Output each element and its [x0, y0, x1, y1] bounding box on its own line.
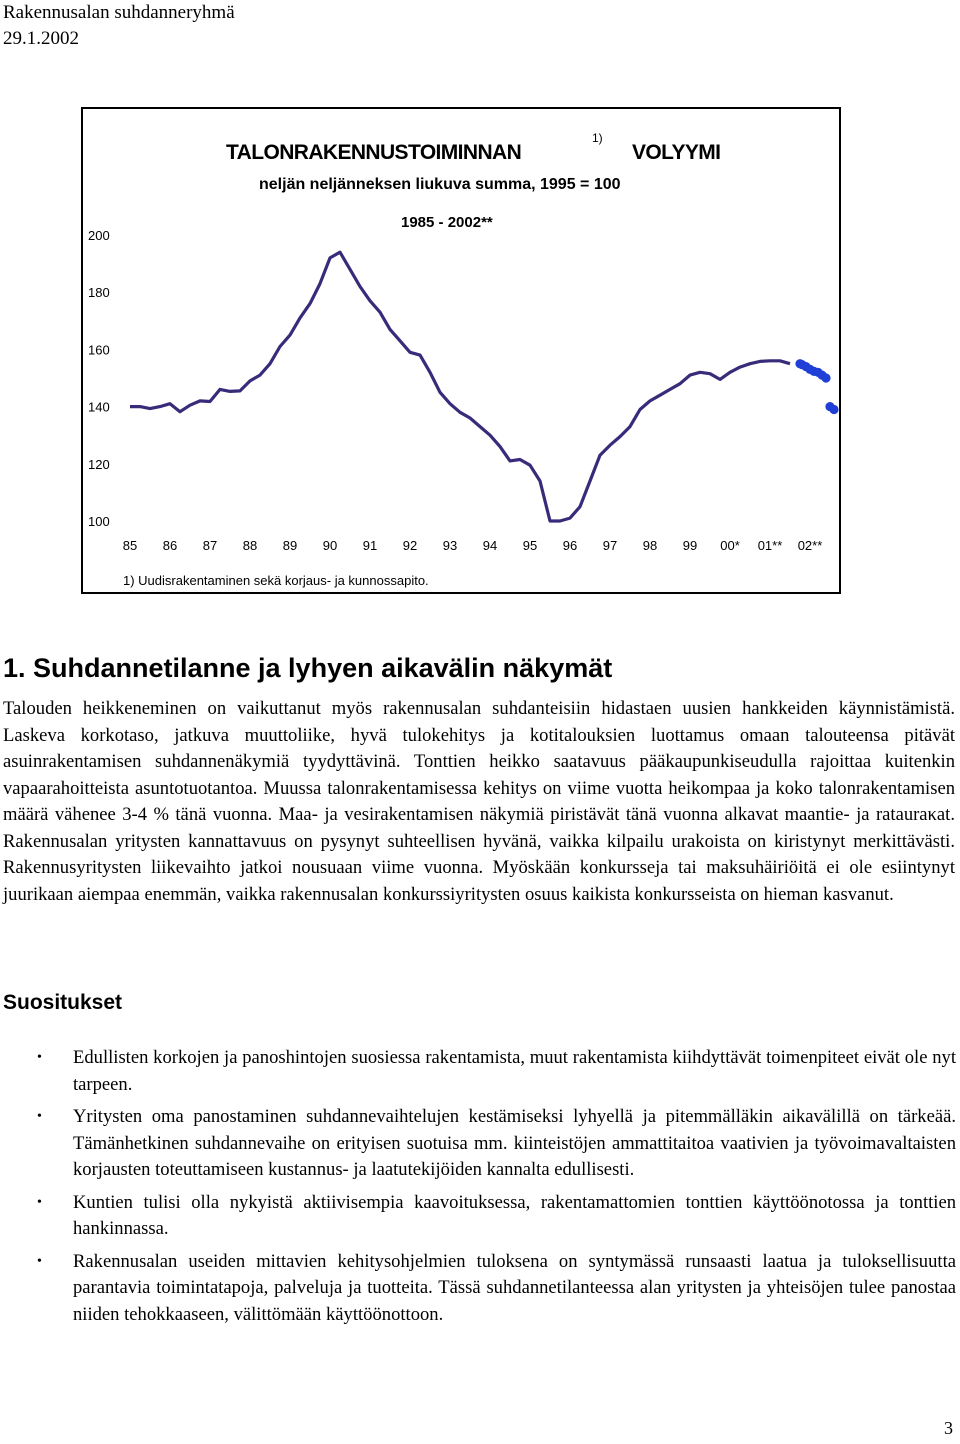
chart-title: TALONRAKENNUSTOIMINNAN [226, 141, 522, 164]
y-tick-label: 160 [88, 342, 110, 358]
x-tick-label: 95 [522, 538, 538, 553]
x-tick-label: 97 [602, 538, 618, 553]
chart-subtitle: neljän neljänneksen liukuva summa, 1995 = 100 [259, 176, 621, 193]
recommendation-item [0, 1249, 956, 1329]
x-tick-label: 88 [242, 538, 258, 553]
x-tick-label: 98 [642, 538, 658, 553]
recommendation-item [0, 1190, 956, 1243]
series-line-actual [130, 252, 790, 521]
recommendations-list [0, 1045, 956, 1334]
y-tick-label: 200 [88, 228, 110, 243]
organization-name: Rakennusalan suhdanneryhmä [3, 2, 235, 23]
volume-chart [83, 109, 839, 592]
section-paragraph: Talouden heikkeneminen on vaikuttanut myös rakennusalan suhdanteisiin hidastaen uusien hankkeiden käynnistämistä. Laskeva korkotaso, jatkuva muuttoliike, hyvä tulokehitys ja kotitalouksien luottamus omaan talouteensa pitävät asuinrakentamisen suhdannenäkymiä tyydyttävinä. Tonttien heikko saatavuus pääkaupunkiseudulla rajoittaa kuitenkin vapaarahoitteista asuntotuotantoa. Muussa talonrakentamisessa kehitys on viime vuotta heikompaa ja koko talonrakentamisen määrä vähenee 3-4 % tänä vuonna. Maa- ja vesirakentamisen näkymiä piristävät tänä vuonna alkavat maantie- ja ratauraκat. Rakennusalan yritysten kannattavuus on pysynyt suhteellisen hyvänä, vaikka kilpailu urakoista on kiristynyt merkittävästi. Rakennusyritysten liikevaihto jatkoi nousuaan viime vuonna. Myöskään konkursseja tai maksuhäiriöitä ei ole esiintynyt juurikaan aiempaa enemmän, vaikka rakennusalan konkurssiyritysten osuus kaikista konkursseista on hieman kasvanut. [3, 698, 955, 905]
y-tick-label: 100 [88, 514, 110, 529]
document-date: 29.1.2002 [3, 28, 79, 49]
page-number: 3 [944, 1418, 953, 1438]
x-tick-label: 00* [720, 538, 740, 553]
y-tick-label: 140 [88, 399, 110, 415]
chart-period: 1985 - 2002** [401, 214, 493, 231]
bullet-icon: • [37, 1194, 42, 1210]
x-tick-label: 92 [402, 538, 418, 553]
bullet-icon: • [37, 1109, 42, 1124]
chart-title-suffix: VOLYYMI [632, 141, 721, 164]
chart-footnote: 1) Uudisrakentaminen sekä korjaus- ja kunnossapito. [123, 573, 429, 588]
x-tick-label: 90 [322, 538, 338, 553]
x-tick-label: 86 [162, 538, 178, 553]
recommendation-text: Rakennusalan useiden mittavien kehitysohjelmien tuloksena on syntymässä runsaasti laatua ja tuloksellisuutta parantavia toimintatapoja, palveluja ja tuotteita. Tässä suhdannetilanteessa alan yritysten ja yhteisöjen tulee panostaa niiden tehokkaaseen, välittömään käyttöönottoon. [73, 1250, 956, 1325]
x-tick-label: 96 [562, 538, 578, 553]
x-tick-label: 89 [282, 538, 298, 553]
section-heading: 1. Suhdannetilanne ja lyhyen aikavälin näkymät [3, 653, 613, 683]
x-tick-label: 93 [442, 538, 458, 553]
chart-frame [81, 107, 841, 594]
y-tick-label: 120 [88, 456, 110, 472]
x-tick-label: 87 [202, 538, 218, 553]
x-tick-label: 85 [122, 538, 138, 553]
forecast-point [821, 373, 830, 382]
x-tick-label: 94 [482, 538, 498, 553]
x-tick-label: 02** [797, 538, 823, 553]
x-tick-label: 99 [682, 538, 698, 553]
forecast-point [829, 405, 838, 414]
recommendation-text: Edullisten korkojen ja panoshintojen suosiessa rakentamista, muut rakentamista kiihdyttävät toimenpiteet eivät ole nyt tarpeen. [73, 1047, 956, 1095]
recommendation-item [0, 1104, 956, 1184]
y-tick-label: 180 [88, 285, 110, 301]
recommendation-text: Yritysten oma panostaminen suhdannevaihtelujen kestämiseksi lyhyellä ja pitemmälläkin aikavälillä on tärkeää. Tämänhetkinen suhdannevaihe on erityisen suotuisa mm. kiinteistöjen ammattitaitoa vaativien ja työvoimavaltaisten korjausten toteuttamiseen kustannus- ja laatutekijöiden kannalta edullisesti. [73, 1106, 956, 1180]
recommendation-text: Kuntien tulisi olla nykyistä aktiivisempia kaavoituksessa, rakentamattomien tonttien käyttöönotossa ja tonttien hankinnassa. [73, 1191, 956, 1239]
x-tick-label: 01** [757, 538, 783, 553]
bullet-icon: • [37, 1050, 42, 1065]
chart-title-footnote-marker: 1) [592, 131, 603, 145]
bullet-icon: • [37, 1253, 42, 1269]
recommendation-item [0, 1045, 956, 1098]
series-markers-forecast [795, 359, 838, 414]
x-tick-label: 91 [362, 538, 378, 553]
recommendations-heading: Suositukset [3, 991, 123, 1014]
